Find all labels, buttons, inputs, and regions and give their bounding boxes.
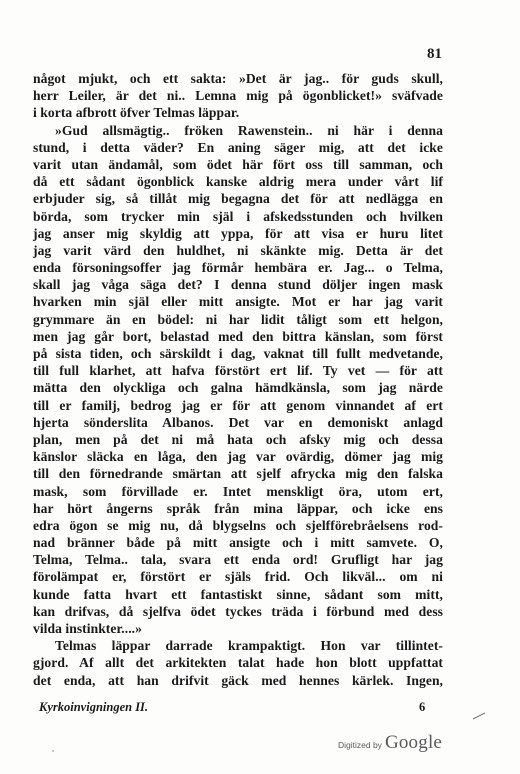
text-line: edra ögon se mig nu, då blygselns och sjelfförebråelsens rod- bbox=[33, 517, 443, 533]
sheet-number: 6 bbox=[419, 700, 426, 714]
text-line: Telma, Telma.. tala, svara ett enda ord! Grufligt har jag bbox=[33, 552, 443, 568]
text-line: grymmare än en bödel: ni har lidit tåligt som ett helgon, bbox=[33, 311, 443, 327]
text-line: känslor släcka en låga, den jag var ovärdig, dömer jag mig bbox=[33, 449, 443, 465]
text-line: vilda instinkter....» bbox=[33, 621, 142, 636]
text-line: plan, men på det ni må hata och afsky mig och dessa bbox=[33, 431, 443, 447]
text-line: förolämpat er, förstört er själs frid. Och likväl... om ni bbox=[33, 569, 443, 585]
text-line: då ett sådant ögonblick kanske aldrig mera under vårt lif bbox=[33, 174, 443, 190]
google-logo-text: Google bbox=[384, 732, 443, 753]
text-line: mask, som förvillade er. Intet menskligt öra, utom ert, bbox=[33, 483, 443, 499]
text-line: varit utan ändamål, som ödet här fört oss till samman, och bbox=[33, 156, 443, 172]
text-line: kan drifvas, då sjelfva ödet tyckes träda i förbund med dess bbox=[33, 603, 443, 619]
text-line: till full klarhet, att hafva förstört ert lif. Ty vet — för att bbox=[33, 363, 443, 379]
watermark-prefix: Digitized by bbox=[338, 740, 382, 750]
text-line: enda försoningsoffer jag förmår hembära er. Jag... o Telma, bbox=[33, 260, 443, 276]
text-line: erbjuder sig, så tillåt mig begagna det för att nedlägga en bbox=[33, 191, 443, 207]
text-line: till den förnedrande smärtan att sjelf afrycka mig den falska bbox=[33, 466, 443, 482]
text-line: »Gud allsmägtig.. fröken Rawenstein.. ni här i denna bbox=[55, 122, 443, 138]
text-line: kunde fatta hvart ett fantastiskt sinne, sådant som mitt, bbox=[33, 586, 443, 602]
text-line: jag varit värd den huldhet, ni skänkte mig. Detta är det bbox=[33, 242, 443, 258]
text-line: något mjukt, och ett sakta: »Det är jag.. för guds skull, bbox=[33, 71, 443, 86]
text-line: herr Leiler, är det ni.. Lemna mig på ögonblicket!» sväfvade bbox=[33, 88, 443, 104]
text-line: stund, i detta väder? En aning säger mig, att det icke bbox=[33, 139, 443, 155]
body-text bbox=[33, 70, 443, 689]
text-line: gjord. Af allt det arkitekten talat hade hon blott uppfattat bbox=[33, 655, 443, 671]
text-line: har hört ångerns språk från mina läppar, och icke ens bbox=[33, 500, 443, 516]
text-line: men jag går bort, belastad med den bittra känslan, som först bbox=[33, 328, 443, 344]
text-line: det enda, att han drifvit gäck med hennes kärlek. Ingen, bbox=[33, 672, 443, 688]
text-line: mätta den olyckliga och galna hämdkänsla, som jag närde bbox=[33, 380, 443, 396]
google-watermark bbox=[338, 732, 442, 756]
text-line: jag anser mig skyldig att yppa, för att visa er huru litet bbox=[33, 225, 443, 241]
page-number: 81 bbox=[427, 46, 442, 62]
pen-stroke-mark bbox=[472, 712, 486, 720]
signature-mark: Kyrkoinvigningen II. bbox=[39, 700, 149, 714]
text-line: nad bränner både på mitt ansigte och i mitt samvete. O, bbox=[33, 535, 443, 551]
text-line: till er familj, bedrog jag er för att genom vinnandet af ert bbox=[33, 397, 443, 413]
text-line: skall jag våga säga det? I denna stund döljer ingen mask bbox=[33, 277, 443, 293]
text-line: hjerta sönderslita Albanos. Det var en demoniskt anlagd bbox=[33, 414, 443, 430]
page-footer bbox=[33, 700, 443, 718]
text-line: i korta afbrott öfver Telmas läppar. bbox=[33, 105, 240, 121]
text-line: Telmas läppar darrade krampaktigt. Hon var tillintet- bbox=[55, 638, 443, 654]
text-line: börda, som trycker min själ i afskedsstunden och hvilken bbox=[33, 208, 443, 224]
text-line: hvarken min själ eller mitt ansigte. Mot er har jag varit bbox=[33, 294, 443, 310]
stray-dot-mark bbox=[52, 750, 54, 752]
text-line: på sista tiden, och särskildt i dag, vaknat till fullt medvetande, bbox=[33, 346, 443, 361]
